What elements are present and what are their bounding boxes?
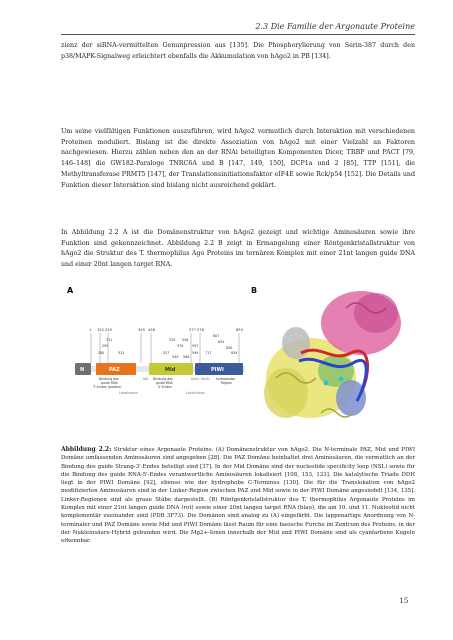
pos-529: 529 (169, 338, 176, 342)
paragraph-1: zienz der siRNA-vermittelten Genunpression aus [135]. Die Phosphorylierung von Serin-387 durch den p38/MAPK-Signalweg erleichtert ebenfalls die Akkumulation von hAgo2 in PB [134]. (61, 42, 415, 60)
pos-597: 597 (192, 344, 199, 348)
pos-549: 549 (172, 355, 179, 359)
pos-299: 299 (102, 344, 109, 348)
running-header: 2.3 Die Familie der Argonaute Proteine (255, 22, 415, 31)
pos-717: 717 (205, 351, 212, 355)
annot-paz-1: Bindung des (99, 377, 119, 381)
crystal-structure-image (264, 291, 401, 418)
domain-n-label: N (80, 367, 85, 373)
panel-a-label: A (67, 286, 74, 295)
pos-229: 229 (105, 328, 112, 332)
pos-859: 859 (236, 328, 243, 332)
pos-395: 395 (138, 328, 145, 332)
pos-426: 426 (148, 328, 155, 332)
pos-527: 527 (163, 351, 170, 355)
caption-text: Struktur eines Argonaute Proteins. (A) Domänenstruktur von hAgo2. Die N-terminale PAZ, Mid und PIWI Domäne umfassenden Aminosäuren sind angegeben [28]. Die PAZ Domäne beinhaltet drei Aminosäuren, die vermutlich an der Bindung des guide Strang-3'-Endes beteiligt sind [37]. In der Mid Domäne sind der nucleotide specificity loop (NSL) sowie für die Bindung des guide RNA-5'-Endes verantwortliche Aminosäuren lokalisiert [108, 153, 133]. Die katalytische Triade DDH liegt in der PIWI Domäne [92], ebenso wie der hydrophobe C-Terminus [130]. Die für die Translokation von hAgo2 modifizierten Aminosäuren sind in der Linker-Region zwischen PAZ und Mid sowie in der PIWI Domäne angesiedelt [134, 135]. Linker-Regionen sind als graue Stäbe dargestellt. (B) Röntgenkristallstruktur des T. thermophilus Argonaute Proteins im Komplex mit einer 21nt langen guide DNA (rot) sowie einer 20nt langen target RNA (blau), die am 10. und 11. Nukleotid nicht komplementär zueinander sind (PDB 3F73). Die Domänen sind analog zu (A) eingefärbt. Die lappenartige Anordnung von N-terminaler und PAZ Domäne sowie Mid und PIWI Domäne lässt Raum für eine basische Furche im Zentrum des Proteins, in der der Nukleinsäure-Hybrid gebunden wird. Die Mg2+-Ionen innerhalb der Mid und PIWI Domäne sind als cyanfarbene Kugeln erkennbar. (61, 447, 415, 545)
pos-850: 850 (226, 346, 233, 350)
pos-546: 546 (182, 338, 189, 342)
domain-paz-label: PAZ (109, 367, 120, 373)
pos-280: 280 (98, 351, 105, 355)
figure-caption (61, 446, 415, 546)
pos-599: 599 (192, 351, 199, 355)
pos-570: 570 (177, 344, 184, 348)
annot-active: Aktiv. Zentr. (191, 377, 211, 381)
pos-311: 311 (106, 338, 113, 342)
caption-lead: Abbildung 2.2: (61, 446, 112, 453)
panel-b-label: B (251, 286, 258, 295)
paragraph-3: In Abbildung 2.2 A ist die Domänenstruktur von hAgo2 gezeigt und wichtige Aminosäuren sowie ihre Funktion sind gekennzeichnet. Abbildung 2.2 B zeigt in Ermangelung einer Röntgenkristallstruktur von hAgo2 die Struktur des T. thermophilus Ago Proteins im ternären Komplex mit einer 21nt langen guide DNA und einer 20nt langen target RNA. (61, 229, 415, 269)
pos-1: 1 (89, 328, 92, 332)
position-markers-low (98, 351, 237, 359)
pos-807: 807 (213, 334, 220, 338)
figure-svg (61, 283, 415, 438)
domain-piwi-label: PIWI (211, 367, 224, 373)
position-markers-top (89, 328, 244, 332)
annot-mid-2: guide RNA (156, 381, 173, 385)
domain-mid-label: Mid (165, 367, 176, 373)
header-rule (61, 34, 415, 35)
domain-annotations (93, 377, 235, 395)
annot-mid-1: Bindung des (153, 377, 173, 381)
annot-paz-2: guide RNA (101, 381, 118, 385)
annot-loc-2: Lokalisation (186, 391, 205, 395)
annot-hydro-1: hydrophobe (216, 377, 236, 381)
pos-578: 578 (197, 328, 204, 332)
page-number: 15 (399, 596, 409, 605)
annot-nsl: NSL (143, 377, 150, 381)
pos-577: 577 (189, 328, 196, 332)
pos-834: 834 (218, 340, 225, 344)
paragraph-2: Um seine vielfältigen Funktionen auszuführen, wird hAgo2 vermutlich durch Interaktion mit verschiedenen Proteinen moduliert. Bislang ist die direkte Assoziation von hAgo2 mit einer Vielzahl an Faktoren nachgewiesen. Hierzu zählen neben den an der RNAi beteiligten Komponenten Dicer, TRBP und PACT [79, 146–148] die GW182-Paraloge TNRC6A und B [147, 149, 150], DCP1a und 2 [85], TTP [151], die Methyltransferase PRMT5 [147], der Translationsinitiationsfaktor eIF4E sowie Rck/p54 [152]. Die Details und Funktion dieser Interaktion sind bislang nicht ausreichend geklärt. (61, 128, 415, 189)
pos-152: 152 (97, 328, 104, 332)
pos-312: 312 (118, 351, 125, 355)
figure-2-2 (61, 283, 415, 438)
annot-paz-3: 3'-Endes (putativ) (93, 385, 122, 389)
annot-hydro-2: Region (221, 381, 232, 385)
pos-566: 566 (183, 355, 190, 359)
annot-mid-3: 5'-Endes (158, 385, 172, 389)
position-markers-mid (102, 334, 232, 350)
domain-bar (75, 363, 245, 375)
pos-859b: 859 (231, 351, 238, 355)
annot-loc-1: Lokalisation (119, 391, 138, 395)
